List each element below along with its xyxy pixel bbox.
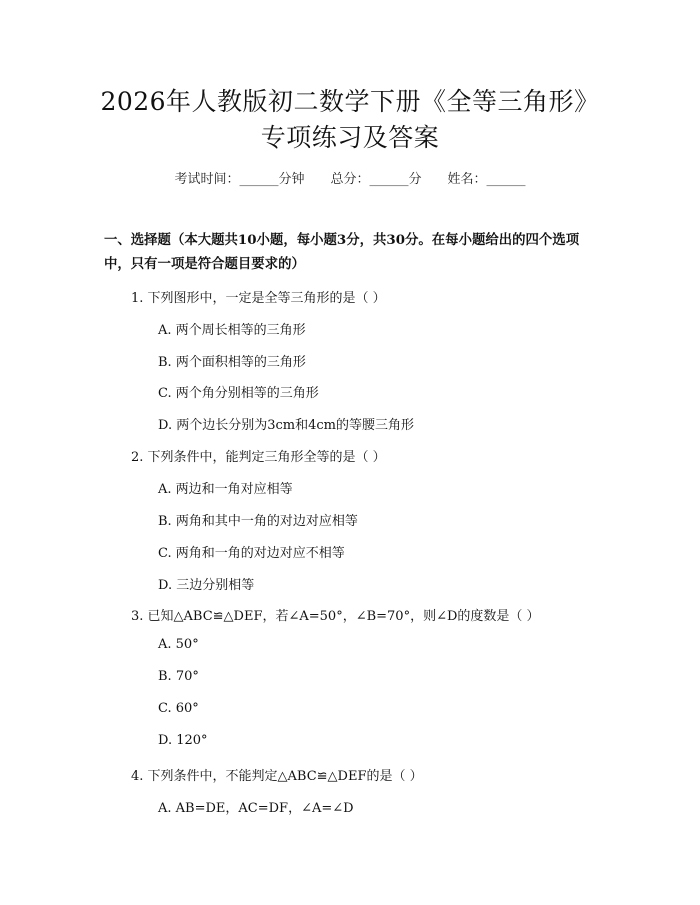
question-3-option-c: C. 60° — [158, 701, 199, 716]
question-1-option-d: D. 两个边长分别为3cm和4cm的等腰三角形 — [158, 418, 414, 433]
question-4-stem: 4. 下列条件中，不能判定△ABC≌△DEF的是（ ） — [131, 769, 423, 784]
question-1-option-a: A. 两个周长相等的三角形 — [158, 323, 306, 338]
exam-score-field: 总分：______分 — [330, 172, 422, 187]
question-2-option-c: C. 两角和一角的对边对应不相等 — [158, 546, 345, 561]
document-title-line2: 专项练习及答案 — [260, 123, 440, 152]
exam-info — [0, 168, 700, 187]
question-3-option-d: D. 120° — [158, 733, 208, 748]
question-1-option-b: B. 两个面积相等的三角形 — [158, 355, 306, 370]
question-1-stem: 1. 下列图形中，一定是全等三角形的是（ ） — [131, 291, 386, 306]
question-3-option-b: B. 70° — [158, 669, 199, 684]
question-2-stem: 2. 下列条件中，能判定三角形全等的是（ ） — [131, 450, 386, 465]
exam-time-field: 考试时间：______分钟 — [174, 172, 305, 187]
question-3-option-a: A. 50° — [158, 637, 199, 652]
question-2-option-a: A. 两边和一角对应相等 — [158, 482, 293, 497]
question-2-option-d: D. 三边分别相等 — [158, 578, 255, 593]
student-name-field: 姓名：______ — [447, 172, 526, 187]
question-2-option-b: B. 两角和其中一角的对边对应相等 — [158, 514, 358, 529]
document-title-line1: 2026年人教版初二数学下册《全等三角形》 — [100, 87, 600, 116]
section-heading: 一、选择题（本大题共10小题，每小题3分，共30分。在每小题给出的四个选项中，只有一项是符合题目要求的） — [104, 232, 580, 272]
question-4-option-a: A. AB=DE，AC=DF，∠A=∠D — [158, 801, 354, 816]
question-1-option-c: C. 两个角分别相等的三角形 — [158, 386, 319, 401]
question-3-stem: 3. 已知△ABC≌△DEF，若∠A=50°，∠B=70°，则∠D的度数是（ ） — [131, 609, 540, 624]
